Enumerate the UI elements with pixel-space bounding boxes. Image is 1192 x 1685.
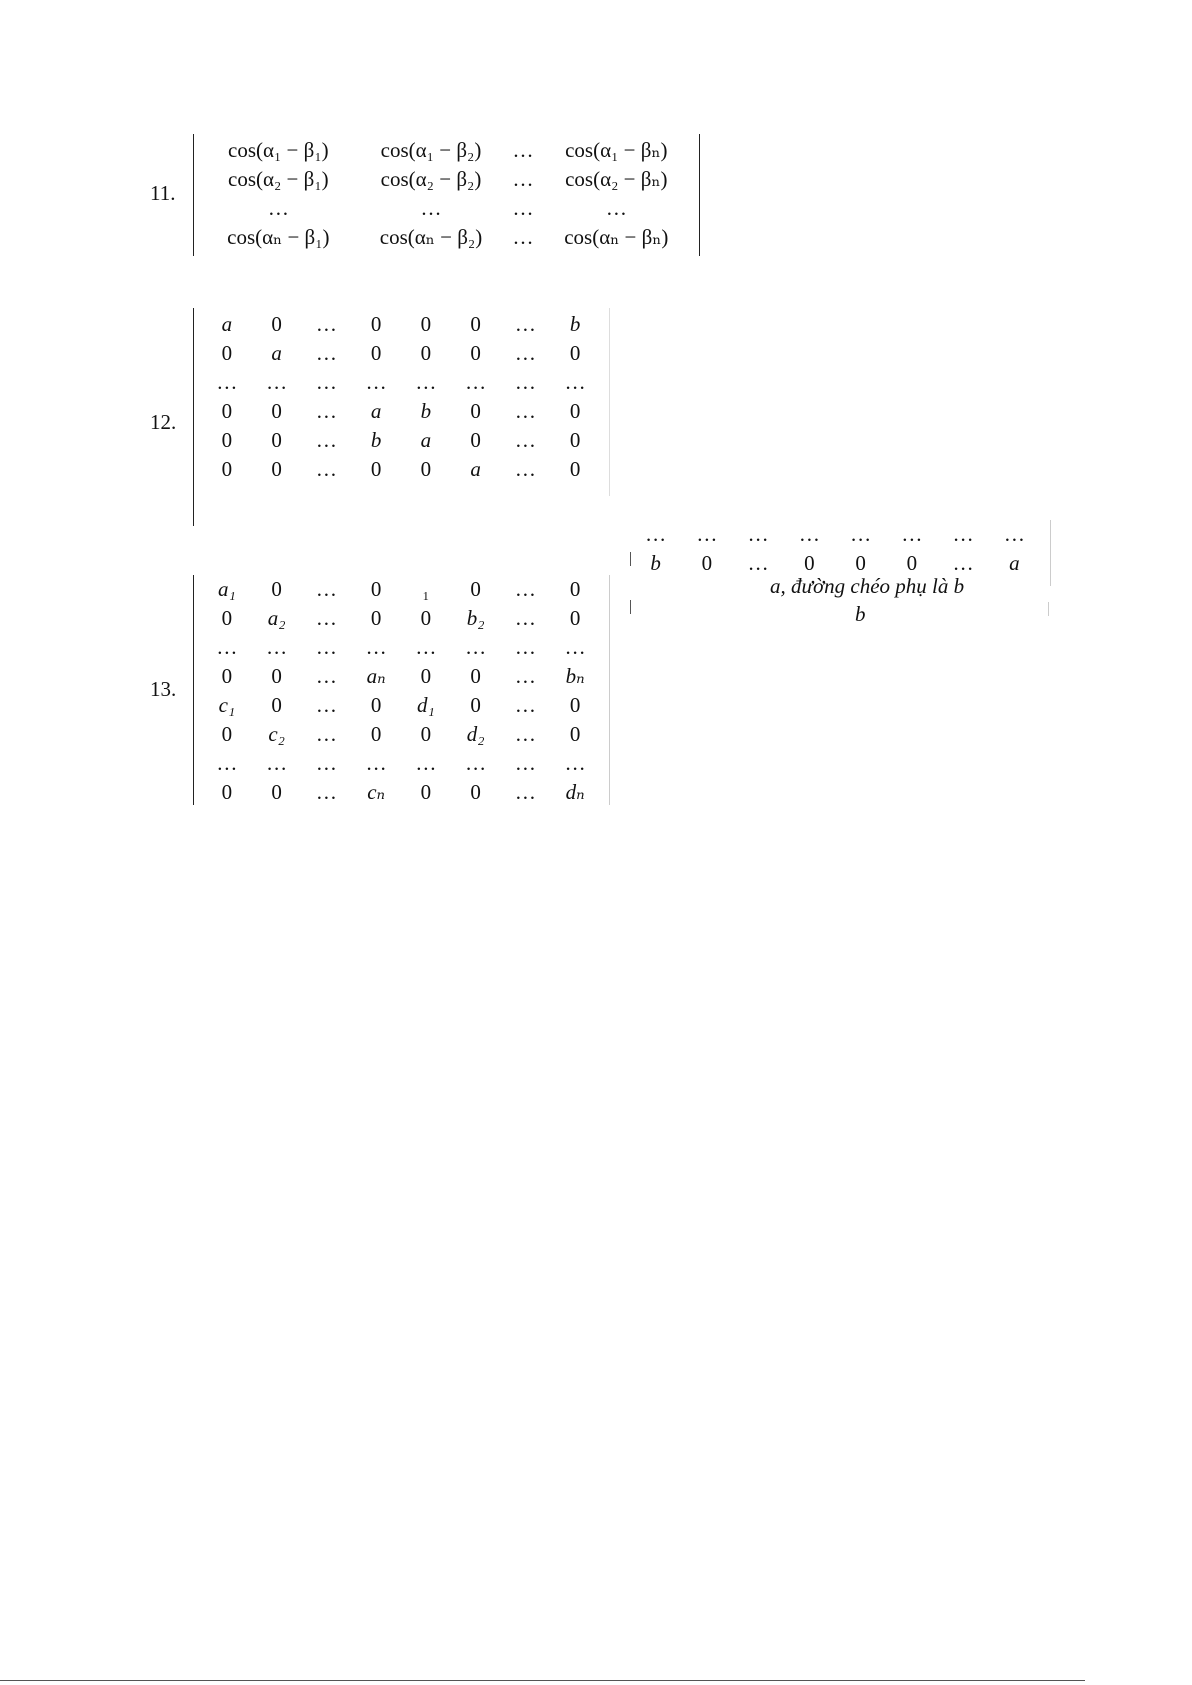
matrix-cell: 0 bbox=[569, 722, 581, 746]
matrix-cell: c₂ bbox=[268, 722, 285, 746]
matrix-cell: 0 bbox=[271, 399, 282, 423]
matrix-cell: 0 bbox=[370, 577, 382, 601]
matrix-cell: … bbox=[605, 196, 627, 220]
matrix-cell: 0 bbox=[569, 577, 581, 601]
matrix-13 bbox=[202, 575, 600, 807]
matrix-cell: … bbox=[512, 196, 534, 220]
matrix-cell: … bbox=[415, 370, 437, 394]
overflow-text-12-b: b bbox=[855, 602, 866, 626]
matrix-cell: a bbox=[271, 341, 282, 365]
det-left-tick-12b bbox=[630, 600, 631, 614]
matrix-cell: 0 bbox=[221, 664, 233, 688]
matrix-cell: 0 bbox=[271, 664, 282, 688]
matrix-cell: … bbox=[514, 722, 536, 746]
matrix-cell: … bbox=[514, 751, 536, 775]
matrix-cell: a bbox=[470, 457, 481, 481]
matrix-row bbox=[202, 604, 600, 633]
matrix-row bbox=[202, 455, 600, 484]
matrix-cell: … bbox=[315, 722, 337, 746]
matrix-cell: … bbox=[266, 751, 288, 775]
matrix-cell: 0 bbox=[420, 722, 432, 746]
matrix-cell: … bbox=[315, 312, 337, 336]
matrix-cell: … bbox=[465, 751, 487, 775]
matrix-cell: … bbox=[564, 751, 586, 775]
matrix-cell: … bbox=[564, 635, 586, 659]
matrix-cell: 0 bbox=[804, 551, 815, 575]
matrix-row bbox=[202, 310, 600, 339]
matrix-cell: b₂ bbox=[466, 606, 485, 630]
matrix-cell: … bbox=[465, 635, 487, 659]
det-right-edge-12 bbox=[609, 308, 610, 496]
matrix-cell: b bbox=[650, 551, 661, 575]
matrix-cell: cos(α₁ − βₙ) bbox=[565, 138, 668, 162]
matrix-cell: … bbox=[514, 341, 536, 365]
matrix-cell: 0 bbox=[221, 457, 233, 481]
matrix-cell: … bbox=[315, 457, 337, 481]
matrix-cell: a bbox=[221, 312, 233, 336]
matrix-cell: b bbox=[370, 428, 382, 452]
page-bottom-rule bbox=[0, 1680, 1085, 1681]
matrix-cell: cos(α₂ − β₂) bbox=[380, 167, 482, 191]
matrix-cell: … bbox=[365, 370, 387, 394]
matrix-cell: 0 bbox=[271, 428, 282, 452]
matrix-11 bbox=[202, 136, 694, 252]
matrix-cell: 0 bbox=[906, 551, 918, 575]
matrix-cell: … bbox=[952, 522, 974, 546]
matrix-cell: 0 bbox=[470, 577, 481, 601]
matrix-cell: … bbox=[512, 167, 534, 191]
matrix-cell: cos(αₙ − β₁) bbox=[227, 225, 330, 249]
matrix-cell: … bbox=[850, 522, 872, 546]
matrix-cell: … bbox=[216, 370, 238, 394]
matrix-row bbox=[202, 778, 600, 807]
matrix-row bbox=[202, 720, 600, 749]
matrix-cell: … bbox=[315, 751, 337, 775]
matrix-cell: 0 bbox=[420, 457, 432, 481]
matrix-cell: 0 bbox=[420, 312, 432, 336]
matrix-cell: cos(α₂ − βₙ) bbox=[565, 167, 668, 191]
matrix-cell: … bbox=[1003, 522, 1025, 546]
problem-number-13: 13. bbox=[150, 677, 177, 701]
matrix-cell: cos(α₁ − β₂) bbox=[380, 138, 482, 162]
matrix-cell: … bbox=[216, 751, 238, 775]
matrix-row bbox=[202, 339, 600, 368]
matrix-cell: 0 bbox=[420, 606, 432, 630]
matrix-cell: … bbox=[315, 693, 337, 717]
matrix-cell: … bbox=[645, 522, 667, 546]
matrix-row bbox=[202, 749, 600, 778]
matrix-cell: … bbox=[514, 664, 536, 688]
matrix-cell: … bbox=[315, 664, 337, 688]
matrix-cell: … bbox=[415, 751, 437, 775]
matrix-cell: … bbox=[415, 635, 437, 659]
matrix-cell: 0 bbox=[420, 664, 432, 688]
matrix-cell: … bbox=[514, 693, 536, 717]
problem-number-12: 12. bbox=[150, 410, 177, 434]
matrix-cell: … bbox=[365, 751, 387, 775]
matrix-cell: 0 bbox=[370, 693, 382, 717]
det-left-tick-12a bbox=[630, 552, 631, 566]
matrix-cell: … bbox=[315, 780, 337, 804]
matrix-cell: 0 bbox=[569, 428, 581, 452]
determinant-12 bbox=[193, 308, 609, 526]
matrix-row bbox=[202, 575, 600, 604]
matrix-cell: cos(α₁ − β₁) bbox=[228, 138, 329, 162]
matrix-cell: 0 bbox=[420, 341, 432, 365]
matrix-cell: ₁ bbox=[422, 577, 430, 601]
matrix-cell: … bbox=[512, 225, 534, 249]
matrix-cell: d₁ bbox=[416, 693, 435, 717]
matrix-cell: 0 bbox=[569, 693, 581, 717]
matrix-cell: a₂ bbox=[267, 606, 286, 630]
matrix-cell: … bbox=[365, 635, 387, 659]
matrix-cell: 0 bbox=[569, 457, 581, 481]
matrix-cell: … bbox=[216, 635, 238, 659]
matrix-cell: … bbox=[514, 606, 536, 630]
matrix-cell: 0 bbox=[370, 606, 382, 630]
matrix-cell: 0 bbox=[370, 722, 382, 746]
matrix-cell: … bbox=[514, 370, 536, 394]
matrix-cell: 0 bbox=[470, 780, 481, 804]
matrix-row bbox=[202, 662, 600, 691]
overflow-text-12: a, đường chéo phụ là b bbox=[770, 574, 965, 598]
matrix-cell: 0 bbox=[370, 457, 382, 481]
matrix-row bbox=[202, 223, 694, 252]
matrix-cell: 0 bbox=[221, 341, 233, 365]
matrix-cell: a bbox=[370, 399, 382, 423]
matrix-cell: … bbox=[514, 635, 536, 659]
matrix-row bbox=[202, 397, 600, 426]
matrix-cell: 0 bbox=[569, 341, 581, 365]
matrix-12 bbox=[202, 310, 600, 484]
matrix-cell: … bbox=[315, 341, 337, 365]
matrix-cell: bₙ bbox=[565, 664, 585, 688]
matrix-cell: 0 bbox=[470, 428, 481, 452]
matrix-cell: 0 bbox=[221, 428, 233, 452]
matrix-cell: a bbox=[420, 428, 432, 452]
matrix-cell: … bbox=[514, 577, 536, 601]
det-right-tick-12b bbox=[1048, 602, 1049, 616]
matrix-cell: b bbox=[420, 399, 432, 423]
matrix-cell: 0 bbox=[569, 399, 581, 423]
matrix-cell: b bbox=[569, 312, 581, 336]
matrix-cell: … bbox=[266, 370, 288, 394]
matrix-cell: … bbox=[465, 370, 487, 394]
matrix-cell: cos(α₂ − β₁) bbox=[228, 167, 329, 191]
matrix-cell: … bbox=[564, 370, 586, 394]
matrix-12-overflow bbox=[630, 520, 1040, 578]
matrix-cell: 0 bbox=[370, 312, 382, 336]
matrix-cell: cos(αₙ − β₂) bbox=[379, 225, 483, 249]
matrix-cell: 0 bbox=[470, 664, 481, 688]
matrix-row bbox=[202, 691, 600, 720]
matrix-cell: … bbox=[747, 551, 769, 575]
matrix-cell: … bbox=[514, 399, 536, 423]
matrix-cell: 0 bbox=[221, 399, 233, 423]
matrix-cell: 0 bbox=[701, 551, 713, 575]
matrix-cell: … bbox=[315, 577, 337, 601]
matrix-cell: 0 bbox=[420, 780, 432, 804]
matrix-cell: 0 bbox=[221, 780, 233, 804]
matrix-cell: … bbox=[514, 780, 536, 804]
matrix-cell: … bbox=[514, 312, 536, 336]
matrix-cell: 0 bbox=[221, 606, 233, 630]
matrix-cell: … bbox=[315, 635, 337, 659]
matrix-cell: … bbox=[798, 522, 820, 546]
matrix-cell: d₂ bbox=[466, 722, 485, 746]
matrix-cell: 0 bbox=[271, 457, 282, 481]
matrix-row bbox=[202, 194, 694, 223]
matrix-cell: 0 bbox=[855, 551, 866, 575]
matrix-cell: … bbox=[747, 522, 769, 546]
matrix-cell: cos(αₙ − βₙ) bbox=[564, 225, 669, 249]
matrix-row bbox=[202, 165, 694, 194]
matrix-cell: … bbox=[512, 138, 534, 162]
matrix-cell: aₙ bbox=[366, 664, 386, 688]
matrix-cell: … bbox=[266, 635, 288, 659]
matrix-cell: … bbox=[315, 399, 337, 423]
matrix-cell: dₙ bbox=[565, 780, 585, 804]
matrix-cell: 0 bbox=[370, 341, 382, 365]
problem-number-11: 11. bbox=[150, 181, 176, 205]
matrix-cell: a₁ bbox=[217, 577, 236, 601]
matrix-row bbox=[202, 426, 600, 455]
matrix-cell: 0 bbox=[470, 693, 481, 717]
matrix-cell: 0 bbox=[470, 399, 481, 423]
matrix-cell: … bbox=[315, 428, 337, 452]
matrix-cell: 0 bbox=[271, 312, 282, 336]
matrix-cell: … bbox=[696, 522, 718, 546]
matrix-cell: 0 bbox=[271, 693, 282, 717]
matrix-row bbox=[202, 368, 600, 397]
matrix-cell: 0 bbox=[569, 606, 581, 630]
matrix-cell: c₁ bbox=[218, 693, 236, 717]
matrix-cell: 0 bbox=[271, 577, 282, 601]
matrix-cell: … bbox=[315, 370, 337, 394]
matrix-cell: … bbox=[315, 606, 337, 630]
matrix-cell: … bbox=[901, 522, 923, 546]
matrix-row bbox=[630, 520, 1040, 549]
determinant-11 bbox=[193, 134, 700, 256]
matrix-cell: a bbox=[1009, 551, 1020, 575]
matrix-cell: … bbox=[514, 428, 536, 452]
matrix-cell: 0 bbox=[271, 780, 282, 804]
matrix-cell: 0 bbox=[221, 722, 233, 746]
matrix-row bbox=[202, 136, 694, 165]
matrix-cell: … bbox=[514, 457, 536, 481]
matrix-cell: 0 bbox=[470, 312, 481, 336]
matrix-cell: … bbox=[420, 196, 442, 220]
matrix-cell: cₙ bbox=[367, 780, 386, 804]
matrix-cell: 0 bbox=[470, 341, 481, 365]
matrix-row bbox=[202, 633, 600, 662]
matrix-cell: … bbox=[267, 196, 289, 220]
determinant-13 bbox=[193, 575, 610, 805]
matrix-cell: … bbox=[952, 551, 974, 575]
